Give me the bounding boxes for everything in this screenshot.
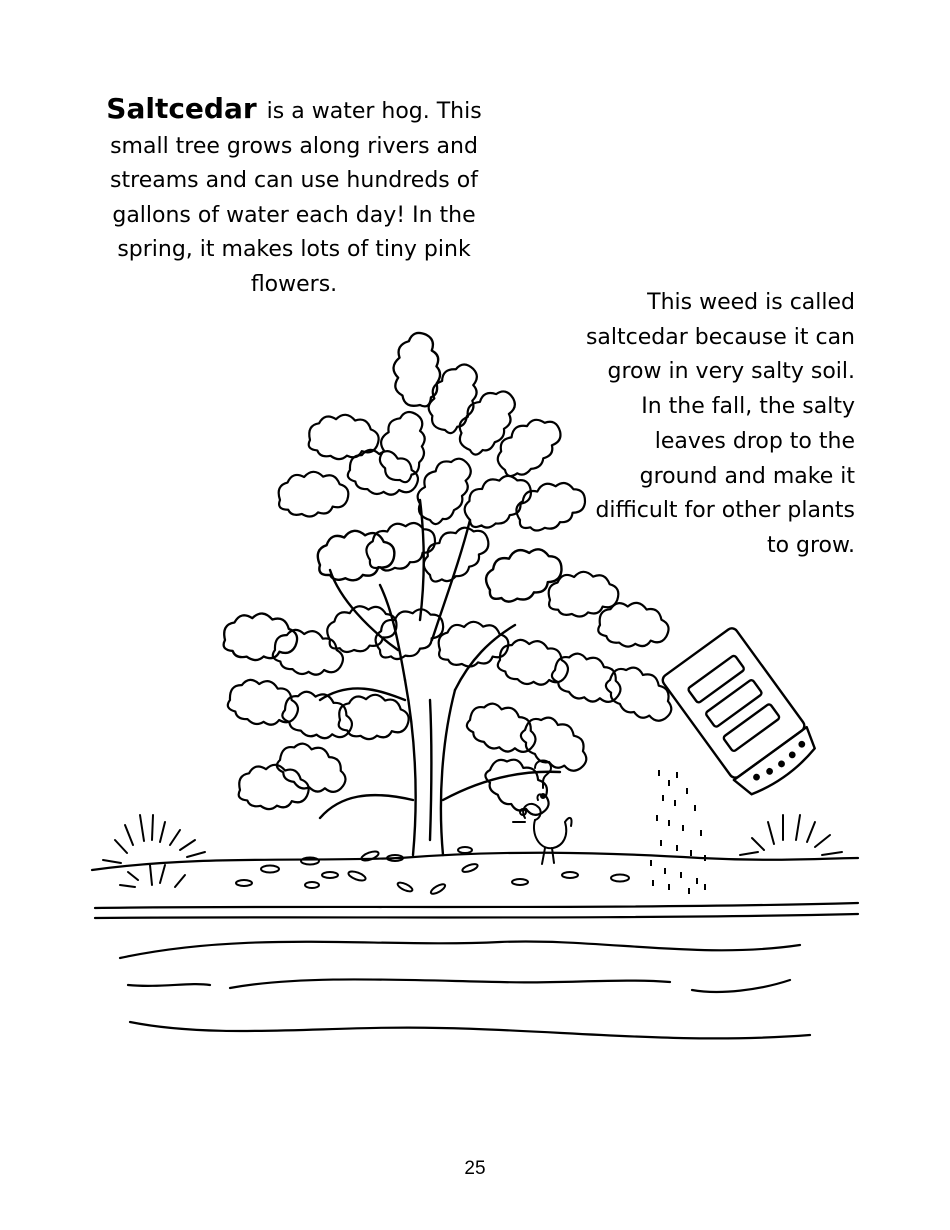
tree-foliage-icon xyxy=(220,329,681,827)
falling-salt-icon xyxy=(650,770,706,894)
tree-trunk-icon xyxy=(320,500,560,855)
side-note: This weed is called saltcedar because it can grow in very salty soil. In the fall, the salty leaves drop to the ground and make it difficult for other plants to grow. xyxy=(585,290,855,558)
intro-body: is a water hog. This small tree grows along rivers and streams and can use hundreds of gallons of water each day! In the spring, it makes lots of tiny pink flowers. xyxy=(110,99,482,297)
grass-tuft-right-icon xyxy=(740,815,842,855)
grass-tuft-left-icon xyxy=(103,815,205,887)
page-number: 25 xyxy=(464,1158,486,1179)
salt-shaker-icon xyxy=(660,626,822,802)
river-water-icon xyxy=(120,942,810,1039)
intro-term: Saltcedar xyxy=(106,92,257,125)
ground-icon xyxy=(92,853,858,918)
fallen-leaves-icon xyxy=(236,847,629,896)
